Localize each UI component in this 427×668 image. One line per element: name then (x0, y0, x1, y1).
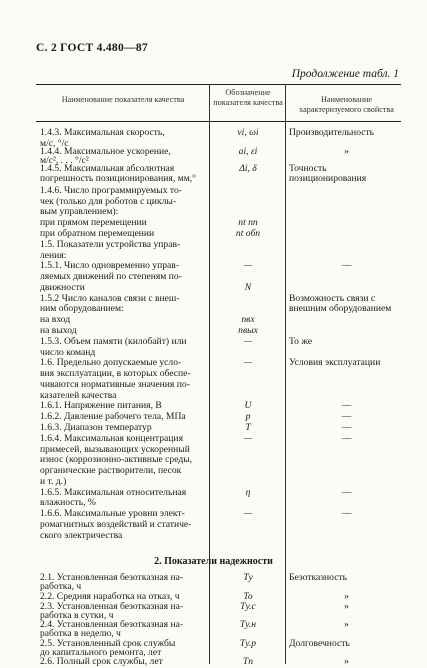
row-indicator-name: при прямом перемещении (40, 217, 147, 229)
row-property: внешним оборудованием (289, 303, 392, 315)
row-indicator-name: 1.5.3. Объем памяти (килобайт) или (40, 335, 187, 347)
row-symbol: — (243, 432, 253, 444)
row-indicator-name: на выход (40, 324, 77, 336)
row-indicator-name: работка в неделю, ч (40, 628, 121, 640)
row-indicator-name: 2.3. Установленная безотказная на- (40, 600, 184, 612)
row-symbol: N (244, 281, 252, 293)
row-indicator-name: и т. д.) (40, 475, 67, 487)
row-property: Безотказность (289, 572, 348, 583)
row-indicator-name: 1.6.2. Давление рабочего тела, МПа (40, 411, 186, 423)
row-indicator-name: м/с, °/с (40, 137, 69, 149)
row-symbol: vi, ωi (237, 127, 259, 138)
row-indicator-name: ского электричества (40, 529, 123, 541)
row-symbol: — (243, 508, 253, 520)
row-indicator-name: ляемых движений по степеням по- (40, 271, 182, 283)
row-symbol: ai, εi (238, 145, 258, 157)
row-indicator-name: 1.4.5. Максимальная абсолютная (40, 163, 175, 175)
row-indicator-name: 1.6.3. Диапазон температур (40, 421, 152, 433)
row-symbol: To (243, 591, 253, 603)
row-symbol: — (243, 260, 253, 272)
row-symbol: nвых (238, 324, 258, 336)
row-indicator-name: 1.6.6. Максимальные уровни элект- (40, 508, 185, 520)
row-symbol: Tу.н (239, 619, 257, 631)
row-property: » (344, 591, 349, 603)
row-symbol: Δi, δ (239, 163, 257, 175)
row-indicator-name: ления: (40, 249, 67, 261)
row-property: позиционирования (289, 173, 367, 185)
row-indicator-name: 2.4. Установленная безотказная на- (40, 619, 184, 631)
row-indicator-name: на вход (40, 314, 71, 326)
column-header-name: Наименование показателя качества (61, 95, 185, 104)
row-indicator-name: м/с², . . . °/с² (40, 155, 89, 167)
page-header: С. 2 ГОСТ 4.480—87 (36, 42, 148, 54)
row-indicator-name: 1.4.4. Максимальное ускорение, (40, 145, 171, 157)
row-indicator-name: чиваются нормативные значения по- (40, 378, 190, 390)
row-property: — (341, 400, 352, 412)
row-property: — (341, 508, 352, 520)
row-indicator-name: 1.4.3. Максимальная скорость, (40, 127, 165, 138)
row-indicator-name: вым управлением): (40, 206, 119, 218)
table-top-rule (36, 84, 401, 85)
row-indicator-name: 1.6.5. Максимальная относительная (40, 486, 187, 498)
table-continuation-label: Продолжение табл. 1 (291, 68, 399, 80)
row-indicator-name: примесей, вызывающих ускоренный (40, 443, 190, 455)
row-indicator-name: 1.6. Предельно допускаемые усло- (40, 357, 182, 369)
row-property: Условия эксплуатации (289, 357, 381, 369)
section-title-reliability: 2. Показатели надежности (154, 556, 273, 567)
row-indicator-name: вия эксплуатации, в которых обеспе- (40, 368, 191, 380)
row-symbol: Tу.с (240, 600, 256, 612)
row-indicator-name: ромагнитных воздействий и статиче- (40, 519, 192, 530)
row-symbol: Tу.р (239, 637, 257, 649)
row-symbol: nвх (241, 314, 255, 326)
row-indicator-name: 2.5. Установленный срок службы (40, 637, 176, 649)
row-property: — (341, 411, 352, 423)
row-property: — (341, 260, 352, 272)
row-indicator-name: влажность, % (40, 497, 96, 509)
row-property: » (344, 656, 349, 667)
row-indicator-name: работка, ч (40, 581, 82, 593)
row-indicator-name: 1.4.6. Число программируемых то- (40, 184, 182, 196)
row-property: Производительность (289, 127, 375, 138)
row-symbol: nt пп (238, 217, 258, 229)
row-symbol: Tп (242, 656, 254, 667)
row-property: — (341, 432, 352, 444)
row-indicator-name: 2.1. Установленная безотказная на- (40, 572, 184, 583)
row-symbol: nt обп (235, 227, 261, 239)
row-symbol: — (243, 357, 253, 369)
row-symbol: T (245, 421, 251, 433)
row-symbol: — (243, 335, 253, 347)
row-indicator-name: ним оборудованием: (40, 303, 124, 315)
row-indicator-name: казателей качества (40, 389, 117, 401)
row-indicator-name: при обратном перемещении (40, 227, 155, 239)
row-property: То же (289, 335, 313, 347)
table-header-rule (36, 121, 401, 122)
row-indicator-name: движности (40, 281, 85, 293)
row-symbol: Tу (243, 572, 253, 583)
row-property: Точность (289, 163, 327, 175)
row-indicator-name: 2.6. Полный срок службы, лет (40, 656, 163, 667)
row-property: — (341, 486, 352, 498)
row-indicator-name: 1.5.2 Число каналов связи с внеш- (40, 292, 180, 304)
row-property: » (344, 619, 349, 631)
row-indicator-name: 1.6.1. Напряжение питания, В (40, 400, 162, 412)
row-symbol: U (244, 400, 252, 412)
column-header-symbol: Обозначение показателя качества (213, 88, 283, 107)
row-property: » (344, 145, 349, 157)
row-indicator-name: 1.5. Показатели устройства управ- (40, 238, 181, 250)
row-indicator-name: погрешность позиционирования, мм,° (40, 173, 197, 185)
row-property: Возможность связи с (289, 292, 376, 304)
row-indicator-name: чек (только для роботов с циклы- (40, 195, 177, 207)
row-indicator-name: 2.2. Средняя наработка на отказ, ч (40, 591, 180, 603)
row-indicator-name: до капитального ремонта, лет (40, 646, 162, 658)
row-indicator-name: работка в сутки, ч (40, 609, 114, 621)
row-symbol: η (245, 486, 251, 498)
row-property: » (344, 600, 349, 612)
row-symbol: p (245, 411, 251, 423)
row-indicator-name: число команд (40, 346, 96, 358)
row-indicator-name: 1.6.4. Максимальная концентрация (40, 432, 183, 444)
row-indicator-name: износ (коррозионно-активные среды, (40, 454, 193, 466)
row-property: Долговечность (289, 637, 350, 649)
row-indicator-name: органические растворители, песок (40, 465, 182, 477)
column-header-property: Наименование характеризуемого свойства (299, 95, 394, 114)
row-property: — (341, 421, 352, 433)
column-divider-2 (285, 84, 286, 664)
row-indicator-name: 1.5.1. Число одновременно управ- (40, 260, 180, 272)
